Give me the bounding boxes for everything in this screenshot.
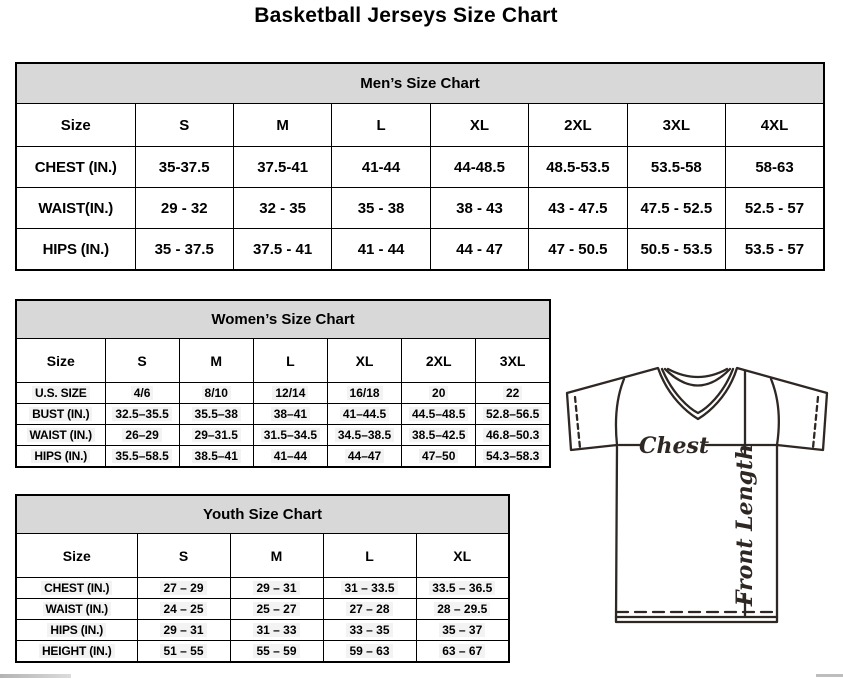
womens-size-chart-table [15,299,551,468]
mens-column-header: M [233,104,331,147]
mens-value-cell: 37.5-41 [257,158,309,176]
womens-column-header: 3XL [476,339,550,383]
womens-value-cell: 16/18 [347,386,383,400]
youth-value-cell: 55 – 59 [253,644,299,658]
mens-row-label: WAIST(IN.) [38,199,114,217]
womens-row-label: HIPS (IN.) [31,449,90,463]
womens-value-cell: 41–44.5 [340,407,389,421]
womens-value-cell: 32.5–35.5 [112,407,171,421]
mens-table-row [16,229,824,271]
womens-value-cell: 8/10 [202,386,231,400]
womens-value-cell: 29–31.5 [192,428,241,442]
mens-value-cell: 52.5 - 57 [744,199,805,217]
mens-column-header: L [332,104,430,147]
youth-table-row [16,641,509,663]
mens-value-cell: 38 - 43 [456,199,503,217]
womens-row-label: U.S. SIZE [32,386,90,400]
womens-row-label: BUST (IN.) [29,407,92,421]
youth-table-title: Youth Size Chart [16,495,509,534]
mens-value-cell: 35 - 38 [357,199,405,217]
mens-value-cell: 58-63 [755,158,794,176]
youth-value-cell: 35 – 37 [439,623,485,637]
youth-value-cell: 33 – 35 [346,623,392,637]
mens-table-row [16,188,824,229]
chest-label: Chest [638,433,710,459]
womens-value-cell: 26–29 [122,428,161,442]
mens-value-cell: 29 - 32 [160,199,208,217]
mens-value-cell: 53.5-58 [650,158,702,176]
mens-column-header: S [135,104,233,147]
youth-table-row [16,578,509,599]
womens-value-cell: 22 [503,386,522,400]
womens-table-row [16,446,550,468]
mens-value-cell: 50.5 - 53.5 [640,240,713,258]
page-title: Basketball Jerseys Size Chart [254,4,558,27]
mens-column-header: 3XL [627,104,725,147]
front-length-label: Front Length [732,443,758,607]
mens-column-header: 4XL [726,104,824,147]
youth-value-cell: 29 – 31 [253,581,299,595]
mens-value-cell: 35 - 37.5 [154,240,214,258]
mens-table-title: Men’s Size Chart [16,63,824,104]
youth-table-row [16,620,509,641]
womens-value-cell: 12/14 [272,386,308,400]
scrollbar-corner[interactable] [816,674,843,677]
womens-table-row [16,404,550,425]
youth-value-cell: 29 – 31 [160,623,206,637]
mens-row-label: CHEST (IN.) [34,158,117,176]
youth-value-cell: 27 – 29 [160,581,206,595]
womens-value-cell: 4/6 [131,386,154,400]
mens-value-cell: 32 - 35 [259,199,306,217]
youth-value-cell: 28 – 29.5 [434,602,490,616]
womens-column-header: S [105,339,179,383]
youth-value-cell: 33.5 – 36.5 [429,581,495,595]
mens-row-label: HIPS (IN.) [42,240,109,258]
youth-value-cell: 24 – 25 [160,602,206,616]
womens-value-cell: 44.5–48.5 [409,407,468,421]
womens-value-cell: 54.3–58.3 [483,449,542,463]
youth-value-cell: 63 – 67 [439,644,485,658]
womens-value-cell: 38.5–42.5 [409,428,468,442]
womens-value-cell: 35.5–58.5 [112,449,171,463]
youth-column-header: S [137,534,230,578]
mens-value-cell: 44-48.5 [454,158,505,176]
mens-size-chart-table [15,62,825,271]
womens-value-cell: 41–44 [271,449,310,463]
youth-row-label: WAIST (IN.) [43,602,111,616]
mens-value-cell: 35-37.5 [158,158,210,176]
youth-row-label: HEIGHT (IN.) [39,644,115,658]
womens-value-cell: 47–50 [419,449,458,463]
youth-row-label: CHEST (IN.) [41,581,112,595]
womens-value-cell: 44–47 [345,449,384,463]
womens-column-header: L [253,339,327,383]
right-sleeve-seam [771,379,779,445]
mens-size-header: Size [16,104,135,147]
youth-value-cell: 25 – 27 [253,602,299,616]
jersey-diagram [555,352,843,648]
womens-value-cell: 35.5–38 [192,407,241,421]
womens-row-label: WAIST (IN.) [27,428,95,442]
womens-value-cell: 31.5–34.5 [261,428,320,442]
womens-value-cell: 34.5–38.5 [335,428,394,442]
womens-value-cell: 38.5–41 [192,449,241,463]
left-sleeve-seam [616,379,624,445]
horizontal-scrollbar-thumb[interactable] [0,674,71,678]
mens-value-cell: 47.5 - 52.5 [640,199,713,217]
youth-table-row [16,599,509,620]
womens-value-cell: 38–41 [271,407,310,421]
mens-value-cell: 41-44 [361,158,401,176]
right-cuff-dashes [813,397,818,448]
youth-value-cell: 59 – 63 [346,644,392,658]
youth-value-cell: 51 – 55 [160,644,206,658]
mens-value-cell: 53.5 - 57 [744,240,805,258]
mens-value-cell: 43 - 47.5 [548,199,608,217]
left-cuff-dashes [575,397,580,448]
womens-table-row [16,425,550,446]
collar [662,369,733,413]
youth-value-cell: 27 – 28 [346,602,392,616]
womens-column-header: 2XL [402,339,476,383]
womens-value-cell: 46.8–50.3 [483,428,542,442]
mens-value-cell: 37.5 - 41 [253,240,313,258]
mens-table-row [16,147,824,188]
youth-size-header: Size [16,534,137,578]
mens-value-cell: 48.5-53.5 [546,158,610,176]
womens-value-cell: 20 [429,386,448,400]
youth-column-header: L [323,534,416,578]
youth-value-cell: 31 – 33.5 [341,581,397,595]
womens-value-cell: 52.8–56.5 [483,407,542,421]
mens-column-header: 2XL [529,104,627,147]
mens-value-cell: 44 - 47 [456,240,503,258]
mens-value-cell: 41 - 44 [357,240,405,258]
womens-table-row [16,383,550,404]
youth-column-header: XL [416,534,509,578]
youth-row-label: HIPS (IN.) [47,623,106,637]
mens-column-header: XL [430,104,528,147]
womens-column-header: XL [327,339,401,383]
womens-table-title: Women’s Size Chart [16,300,550,339]
mens-value-cell: 47 - 50.5 [548,240,608,258]
youth-value-cell: 31 – 33 [253,623,299,637]
jersey-outline [567,368,827,622]
youth-column-header: M [230,534,323,578]
womens-column-header: M [179,339,253,383]
youth-size-chart-table [15,494,510,663]
womens-size-header: Size [16,339,105,383]
